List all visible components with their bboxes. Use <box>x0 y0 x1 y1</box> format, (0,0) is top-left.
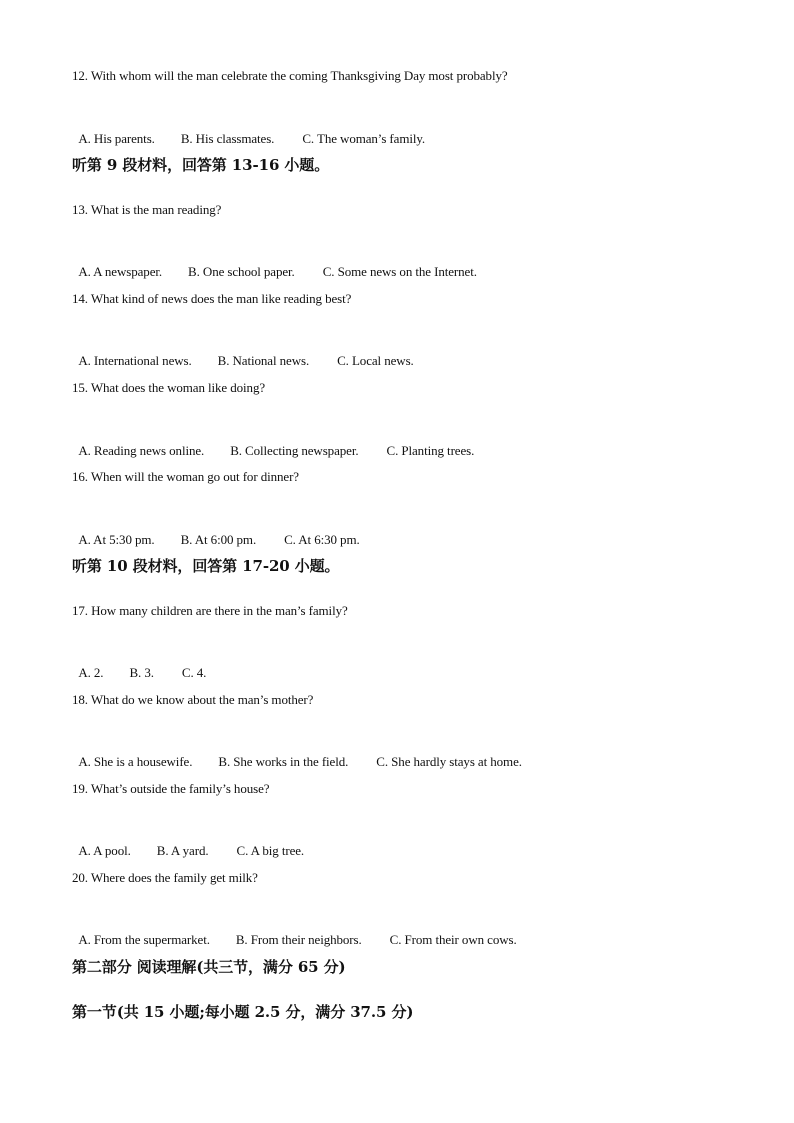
section-heading-passage-10: 听第 10 段材料，回答第 17-20 小题。 <box>72 557 340 575</box>
options-row-15 <box>72 424 474 460</box>
option-c: C. 4. <box>181 665 207 680</box>
question-17: 17. How many children are there in the man’s family? <box>72 603 348 618</box>
option-a: A. From the supermarket. <box>78 932 210 947</box>
question-20: 20. Where does the family get milk? <box>72 870 258 885</box>
section-one-heading: 第一节(共 15 小题;每小题 2.5 分，满分 37.5 分) <box>72 1003 414 1021</box>
option-a: A. Reading news online. <box>78 443 205 458</box>
part-two-heading: 第二部分 阅读理解(共三节，满分 65 分) <box>72 958 346 976</box>
option-a: A. 2. <box>78 665 104 680</box>
option-c: C. A big tree. <box>236 843 305 858</box>
option-b: B. 3. <box>129 665 154 680</box>
option-a: A. A pool. <box>78 843 131 858</box>
option-b: B. She works in the field. <box>218 754 349 769</box>
option-c: C. Local news. <box>337 353 414 368</box>
option-b: B. One school paper. <box>188 264 295 279</box>
question-15: 15. What does the woman like doing? <box>72 380 266 395</box>
question-12: 12. With whom will the man celebrate the coming Thanksgiving Day most probably? <box>72 68 508 83</box>
option-b: B. A yard. <box>156 843 209 858</box>
question-19: 19. What’s outside the family’s house? <box>72 781 270 796</box>
options-row-18 <box>72 735 522 771</box>
option-c: C. At 6:30 pm. <box>284 532 360 547</box>
question-16: 16. When will the woman go out for dinner? <box>72 469 299 484</box>
option-a: A. She is a housewife. <box>78 754 193 769</box>
option-a: A. A newspaper. <box>78 264 163 279</box>
question-14: 14. What kind of news does the man like reading best? <box>72 291 352 306</box>
option-b: B. His classmates. <box>180 131 275 146</box>
options-row-20 <box>72 913 517 949</box>
section-heading-passage-9: 听第 9 段材料，回答第 13-16 小题。 <box>72 156 330 174</box>
option-a: A. International news. <box>78 353 192 368</box>
option-b: B. National news. <box>217 353 310 368</box>
option-c: C. From their own cows. <box>389 932 517 947</box>
options-row-19 <box>72 824 304 860</box>
option-b: B. Collecting newspaper. <box>230 443 359 458</box>
option-c: C. She hardly stays at home. <box>376 754 522 769</box>
option-c: C. The woman’s family. <box>302 131 426 146</box>
question-18: 18. What do we know about the man’s mother? <box>72 692 314 707</box>
option-a: A. At 5:30 pm. <box>78 532 155 547</box>
options-row-16 <box>72 513 360 549</box>
option-a: A. His parents. <box>78 131 155 146</box>
options-row-14 <box>72 334 414 370</box>
options-row-12 <box>72 112 425 148</box>
option-c: C. Some news on the Internet. <box>322 264 477 279</box>
options-row-17 <box>72 646 206 682</box>
option-b: B. At 6:00 pm. <box>180 532 257 547</box>
option-b: B. From their neighbors. <box>235 932 362 947</box>
question-13: 13. What is the man reading? <box>72 202 222 217</box>
options-row-13 <box>72 245 477 281</box>
option-c: C. Planting trees. <box>386 443 475 458</box>
